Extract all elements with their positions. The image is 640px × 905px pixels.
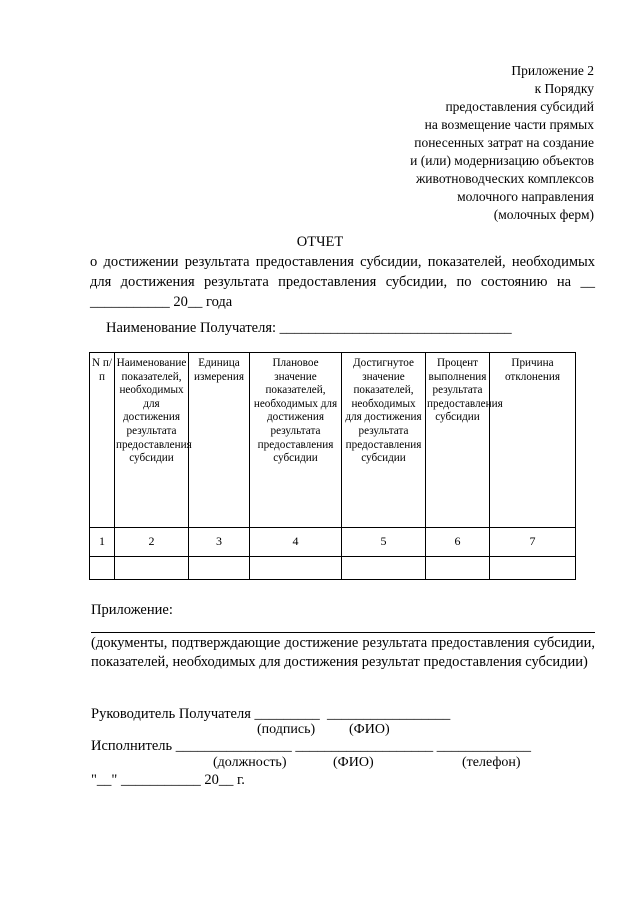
- date-line: "__" ___________ 20__ г.: [91, 772, 245, 788]
- column-number: 3: [189, 528, 250, 557]
- table-header-cell: N п/п: [90, 353, 115, 528]
- document-subtitle: о достижении результата предоставления субсидии, показателей, необходимых для достижения результата предоставления субсидии, по состоянию на __ ___________ 20__ года: [90, 254, 595, 310]
- document-title: ОТЧЕТ: [296, 234, 344, 250]
- table-header-cell: Единица измерения: [189, 353, 250, 528]
- column-number: 5: [342, 528, 426, 557]
- table-number-row: [90, 528, 576, 557]
- column-number: 4: [250, 528, 342, 557]
- empty-cell: [342, 557, 426, 580]
- table-header-cell: Процент выполнения результата предоставления субсидии: [426, 353, 490, 528]
- executor-caption-name: (ФИО): [333, 755, 374, 770]
- executor-line: Исполнитель ________________ ___________________ _____________: [91, 738, 531, 754]
- column-number: 7: [490, 528, 576, 557]
- table-header-cell: Достигнутое значение показателей, необходимых для достижения результата предоставления субсидии: [342, 353, 426, 528]
- column-number: 2: [115, 528, 189, 557]
- column-number: 6: [426, 528, 490, 557]
- table-header-cell: Причина отклонения: [490, 353, 576, 528]
- column-number: 1: [90, 528, 115, 557]
- attachment-underline: [91, 632, 595, 633]
- table-header-cell: Плановое значение показателей, необходимых для достижения результата предоставления субсидии: [250, 353, 342, 528]
- empty-cell: [90, 557, 115, 580]
- head-caption-signature: (подпись): [257, 722, 316, 737]
- recipient-name-line: Наименование Получателя: ________________________________: [106, 320, 512, 336]
- attachment-note: (документы, подтверждающие достижение результата предоставления субсидии, показателей, необходимых для достижения результат предоставления субсидии): [91, 635, 595, 670]
- empty-cell: [115, 557, 189, 580]
- appendix-header: Приложение 2 к Порядку предоставления субсидий на возмещение части прямых понесенных затрат на создание и (или) модернизацию объектов животноводческих комплексов молочного направления (молочных ферм): [410, 63, 594, 222]
- head-caption-name: (ФИО): [349, 722, 390, 737]
- empty-cell: [189, 557, 250, 580]
- table-header-row: [90, 353, 576, 528]
- empty-cell: [490, 557, 576, 580]
- report-table: [89, 352, 576, 580]
- head-signature-line: Руководитель Получателя _________ _________________: [91, 706, 451, 722]
- executor-caption-position: (должность): [213, 755, 287, 770]
- table-empty-row: [90, 557, 576, 580]
- empty-cell: [250, 557, 342, 580]
- empty-cell: [426, 557, 490, 580]
- executor-caption-phone: (телефон): [462, 755, 521, 770]
- table-header-cell: Наименование показателей, необходимых для достижения результата предоставления субсидии: [115, 353, 189, 528]
- attachment-label: Приложение:: [91, 602, 173, 618]
